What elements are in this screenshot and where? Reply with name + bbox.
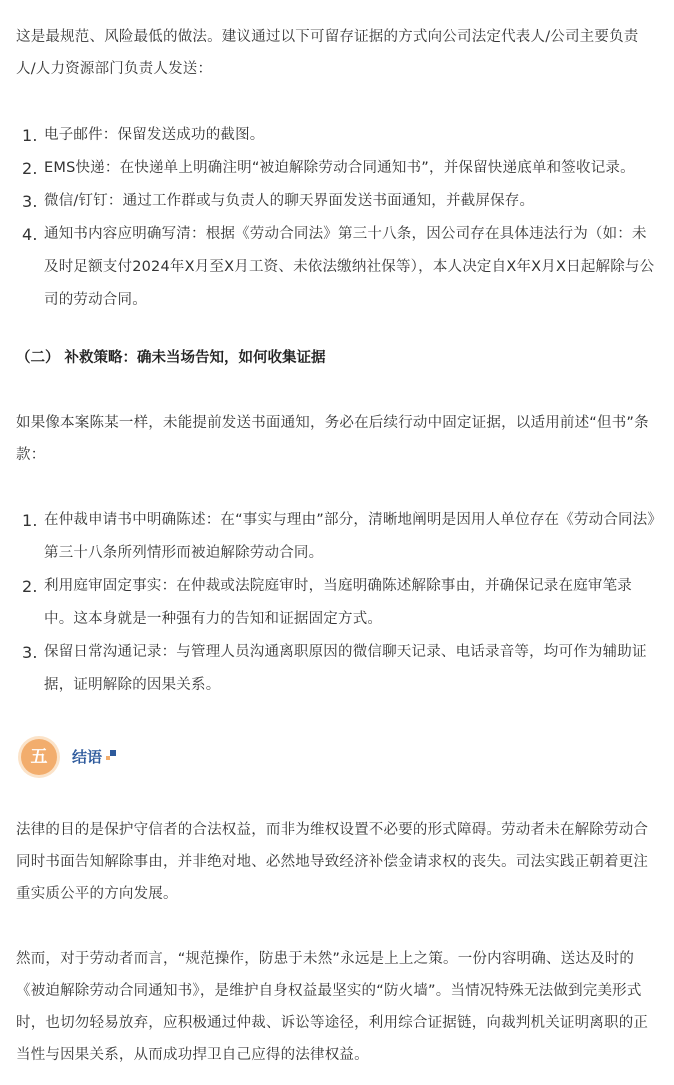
list-text: 保留日常沟通记录：与管理人员沟通离职原因的微信聊天记录、电话录音等，均可作为辅助证据，证明解除的因果关系。: [44, 644, 647, 693]
list-text: 电子邮件：保留发送成功的截图。: [44, 127, 265, 143]
list-item: [16, 119, 658, 152]
decorative-square-icon: [110, 750, 116, 756]
remedy-intro-paragraph: 如果像本案陈某一样，未能提前发送书面通知，务必在后续行动中固定证据，以适用前述“但书”条款：: [16, 415, 649, 463]
list-item: [16, 185, 658, 218]
section-badge-ring: [18, 736, 60, 778]
list-text: 微信/钉钉：通过工作群或与负责人的聊天界面发送书面通知，并截屏保存。: [44, 193, 535, 209]
intro-paragraph: 这是最规范、风险最低的做法。建议通过以下可留存证据的方式向公司法定代表人/公司主要负责人/人力资源部门负责人发送：: [16, 29, 639, 77]
list-text: EMS快递：在快递单上明确注明“被迫解除劳动合同通知书”，并保留快递底单和签收记录。: [44, 160, 635, 176]
conclusion-paragraph: 法律的目的是保护守信者的合法权益，而非为维权设置不必要的形式障碍。劳动者未在解除劳动合同时书面告知解除事由，并非绝对地、必然地导致经济补偿金请求权的丧失。司法实践正朝着更注重实质公平的方向发展。: [16, 822, 649, 902]
list-number: 2.: [22, 159, 38, 178]
decorative-square-icon: [106, 756, 110, 760]
list-number: 1.: [22, 511, 38, 530]
list-text: 在仲裁申请书中明确陈述：在“事实与理由”部分，清晰地阐明是因用人单位存在《劳动合同法》第三十八条所列情形而被迫解除劳动合同。: [44, 512, 655, 561]
list-number: 4.: [22, 225, 38, 244]
list-item: [16, 218, 658, 317]
remedy-list: [16, 504, 658, 702]
list-text: 通知书内容应明确写清：根据《劳动合同法》第三十八条，因公司存在具体违法行为（如：未及时足额支付2024年X月至X月工资、未依法缴纳社保等），本人决定自X年X月X日起解除与公司的劳动合同。: [44, 226, 655, 308]
list-item: [16, 570, 658, 636]
list-number: 2.: [22, 577, 38, 596]
delivery-methods-list: [16, 119, 658, 317]
list-item: [16, 636, 658, 702]
conclusion-paragraph: 然而，对于劳动者而言，“规范操作，防患于未然”永远是上上之策。一份内容明确、送达及时的《被迫解除劳动合同通知书》，是维护自身权益最坚实的“防火墙”。当情况特殊无法做到完美形式时，也切勿轻易放弃，应积极通过仲裁、诉讼等途径，利用综合证据链，向裁判机关证明离职的正当性与因果关系，从而成功捍卫自己应得的法律权益。: [16, 951, 649, 1063]
list-item: [16, 152, 658, 185]
list-number: 1.: [22, 126, 38, 145]
section-number-badge: 五: [21, 739, 57, 775]
list-text: 利用庭审固定事实：在仲裁或法院庭审时，当庭明确陈述解除事由，并确保记录在庭审笔录中。这本身就是一种强有力的告知和证据固定方式。: [44, 578, 632, 627]
section-title: 结语: [72, 748, 103, 766]
list-number: 3.: [22, 192, 38, 211]
list-number: 3.: [22, 643, 38, 662]
remedy-heading: （二） 补救策略：确未当场告知，如何收集证据: [16, 350, 326, 366]
section-heading: [18, 736, 318, 780]
list-item: [16, 504, 658, 570]
